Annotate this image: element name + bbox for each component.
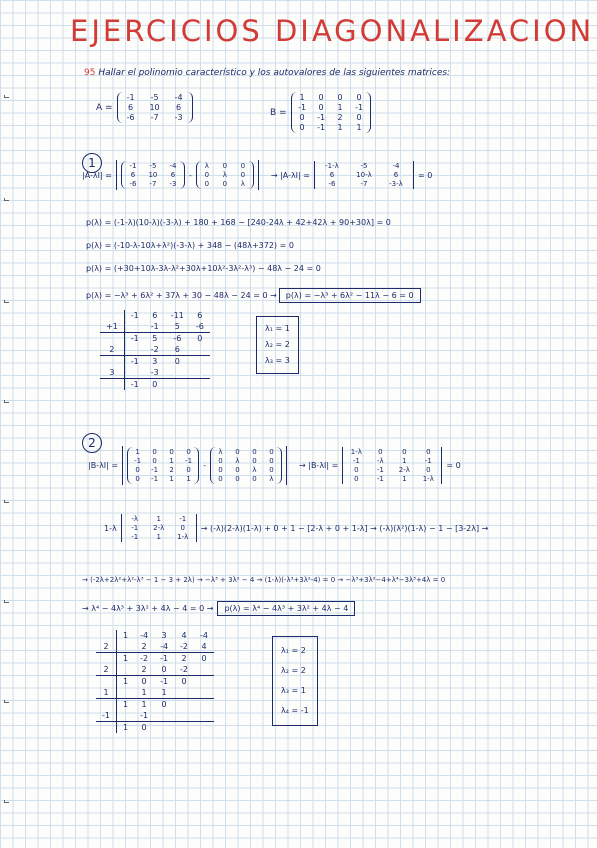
part2-ruffini-cell (154, 722, 174, 734)
part2-lambda-cell: 0 (235, 448, 240, 456)
part1-det-matrix (116, 160, 259, 190)
matrix-b-cell: -1 (355, 103, 364, 112)
part1-det-label: |A-λI| = (82, 170, 112, 180)
part2-ruffini-cell: -1 (96, 710, 116, 722)
part2-result-cell: 0 (378, 448, 383, 456)
part2-ruffini-cell (194, 722, 214, 734)
part2-lambda-cell: 0 (235, 475, 240, 483)
part2-ruffini-cell (96, 699, 116, 711)
part2-ruffini-cell: 1 (116, 653, 134, 665)
part2-ruffini-row (96, 710, 214, 722)
part2-result-cell: -1 (352, 457, 360, 465)
matrix-a (117, 92, 193, 123)
matrix-a-cell: -6 (126, 113, 135, 122)
part1-eigenvalue: λ₂ = 2 (265, 340, 290, 349)
part2-b-cell: 0 (152, 448, 157, 456)
part1-result-cell: -1-λ (325, 162, 339, 170)
matrix-a-cell: -4 (174, 93, 183, 102)
part2-ruffini-cell: 1 (141, 688, 147, 697)
part2-b-cell: -1 (134, 457, 142, 465)
matrix-b (291, 92, 371, 133)
part2-minor-cell: 1 (156, 515, 161, 523)
part1-ruffini-cell (100, 333, 124, 345)
part2-line2: → (-2λ+2λ²+λ²-λ³ − 1 − 3 + 2λ) → −λ³ + 3λ² − 4 → (1-λ)(-λ³+3λ²-4) = 0 → −λ³+3λ²−4+λ⁴−3λ³+4λ = 0 (82, 576, 446, 584)
part1-ruffini-cell: -1 (130, 311, 139, 320)
part1-lambda-cell: 0 (204, 171, 210, 179)
part2-minor-cell: -1 (131, 533, 139, 541)
matrix-b-cell: 0 (299, 123, 305, 132)
part2-minor-cell: 1 (156, 533, 161, 541)
part2-minor-cell: 1-λ (177, 533, 189, 541)
part2-ruffini-cell: 2 (141, 665, 147, 674)
page-title: EJERCICIOS DIAGONALIZACION (70, 14, 595, 48)
part2-lambda-cell: 0 (252, 475, 257, 483)
part1-ruffini-cell (100, 310, 124, 321)
part2-ruffini-cell (194, 687, 214, 699)
part2-arrow-label: → |B-λI| = (299, 461, 339, 470)
part2-ruffini-cell (194, 664, 214, 676)
matrix-a-cell: -7 (150, 113, 159, 122)
part2-line3-row (82, 601, 355, 616)
part2-ruffini-cell: 0 (194, 653, 214, 665)
part2-b-cell: 2 (169, 466, 174, 474)
matrix-b-cell: 0 (299, 113, 305, 122)
part1-a-cell: -6 (129, 180, 137, 188)
part1-lambda-cell: λ (204, 162, 209, 170)
part2-ruffini-cell (174, 710, 194, 722)
matrix-b-block (270, 92, 371, 133)
part2-b-cell: 1 (186, 475, 191, 483)
part2-ruffini-cell (116, 641, 134, 653)
part1-a-cell: -3 (169, 180, 177, 188)
matrix-a-label: A = (96, 102, 113, 113)
part2-ruffini-cell: 4 (181, 631, 187, 640)
part2-ruffini-row (96, 664, 214, 676)
part2-ruffini (96, 630, 214, 733)
part1-minus: - (188, 170, 192, 180)
part2-b-cell: 1 (135, 448, 140, 456)
part2-ruffini-cell (116, 710, 134, 722)
part2-ruffini-cell: 2 (96, 641, 116, 653)
part1-result-cell: -7 (360, 180, 368, 188)
part1-ruffini-cell (190, 379, 210, 391)
part2-ruffini-cell: 1 (116, 699, 134, 711)
matrix-b-cell: -1 (298, 103, 307, 112)
matrix-a-cell: 10 (149, 103, 160, 112)
part2-result-cell: 0 (354, 475, 359, 483)
part2-lambda-cell: λ (252, 466, 257, 474)
part1-ruffini (100, 310, 210, 390)
part1-ruffini-cell: 0 (145, 379, 165, 391)
part2-ruffini-cell: 0 (174, 676, 194, 688)
part1-ruffini-cell (100, 356, 124, 368)
part1-ruffini-row (100, 344, 210, 356)
part2-ruffini-cell (174, 699, 194, 711)
part1-a-cell: 10 (148, 171, 158, 179)
part2-ruffini-cell (96, 630, 116, 641)
part2-minor-cell: -λ (131, 515, 139, 523)
part2-lambda-cell: 0 (269, 448, 274, 456)
part2-result-matrix (342, 447, 442, 484)
part1-ruffini-cell: -1 (124, 356, 144, 368)
part2-result-cell: 1 (402, 475, 407, 483)
part1-ruffini-cell (124, 367, 144, 379)
part2-minor-cell: 2-λ (153, 524, 165, 532)
part2-b-cell: 1 (169, 457, 174, 465)
part2-ruffini-cell: 1 (116, 676, 134, 688)
matrix-b-label: B = (270, 107, 287, 118)
matrix-a-block (96, 92, 193, 123)
matrix-b-cell: 0 (356, 113, 362, 122)
part2-ruffini-row (96, 687, 214, 699)
part1-a-cell: 6 (170, 171, 176, 179)
part1-lambda-cell: 0 (222, 162, 228, 170)
part1-ruffini-cell (165, 379, 190, 391)
part1-ruffini-row (100, 310, 210, 321)
part1-ruffini-cell: 3 (100, 367, 124, 379)
part2-b-cell: 0 (169, 448, 174, 456)
part2-ruffini-cell: -1 (140, 711, 149, 720)
part2-ruffini-cell: 1 (134, 699, 154, 711)
part2-ruffini-cell: 2 (174, 653, 194, 665)
part1-line1: p(λ) = (-1-λ)(10-λ)(-3-λ) + 180 + 168 − [240-24λ + 42+42λ + 90+30λ] = 0 (86, 218, 391, 227)
part2-line1: → (-λ)(2-λ)(1-λ) + 0 + 1 − [2-λ + 0 + 1-λ] → (-λ)(λ²)(1-λ) − 1 − [3-2λ] → (200, 523, 489, 533)
part2-det-matrix (122, 446, 287, 485)
part2-ruffini-cell (194, 676, 214, 688)
part2-result-cell: 0 (426, 448, 431, 456)
part2-ruffini-cell: 3 (161, 631, 167, 640)
problem-text: Hallar el polinomio característico y los autovalores de las siguientes matrices: (98, 68, 451, 78)
part2-ruffini-cell (116, 664, 134, 676)
part1-marker: 1 (82, 152, 102, 173)
part2-eq-zero: = 0 (446, 461, 461, 470)
part2-result-cell: 0 (402, 448, 407, 456)
part1-ruffini-row (100, 356, 210, 368)
part1-char-poly-box: p(λ) = −λ³ + 6λ² − 11λ − 6 = 0 (279, 288, 421, 303)
part1-ruffini-row (100, 321, 210, 333)
matrix-a-cell: -5 (150, 93, 159, 102)
part2-ruffini-cell: 1 (116, 722, 134, 734)
part1-a-cell: 6 (130, 171, 136, 179)
part1-arrow-label: → |A-λI| = (270, 170, 310, 180)
part2-ruffini-cell: 1 (96, 687, 116, 699)
part1-determinant (82, 160, 432, 190)
part1-lambda-cell: λ (240, 180, 245, 188)
part2-line3: → λ⁴ − 4λ³ + 3λ² + 4λ − 4 = 0 → (82, 604, 214, 613)
part2-eigenvalue: λ₁ = 2 (281, 646, 306, 655)
part2-minor-cell: -1 (131, 524, 139, 532)
part1-a-cell: -1 (129, 162, 137, 170)
matrix-b-cell: 0 (356, 93, 362, 102)
part1-lambda-cell: 0 (222, 180, 228, 188)
part2-ruffini-cell: 0 (134, 676, 154, 688)
part2-ruffini-cell: 0 (134, 722, 154, 734)
part1-result-cell: 10-λ (356, 171, 372, 179)
part2-eigenvalue: λ₂ = 2 (281, 666, 306, 675)
part2-ruffini-row (96, 641, 214, 653)
part1-line2: p(λ) = (-10-λ-10λ+λ²)(-3-λ) + 348 − (48λ+372) = 0 (86, 241, 294, 250)
part2-result-cell: -1 (376, 466, 384, 474)
part2-ruffini-cell: 0 (161, 665, 167, 674)
part1-a-cell: -7 (149, 180, 157, 188)
part2-ruffini-cell (154, 710, 174, 722)
part2-lambda-cell: λ (218, 448, 223, 456)
matrix-b-cell: 1 (356, 123, 362, 132)
problem-statement (84, 68, 450, 78)
part2-result-cell: -λ (377, 457, 384, 465)
part2-ruffini-row (96, 699, 214, 711)
part2-ruffini-cell (174, 722, 194, 734)
part2-ruffini-cell: 1 (161, 688, 167, 697)
part2-eigenvalue: λ₄ = -1 (281, 706, 309, 715)
part2-ruffini-cell: 0 (154, 699, 174, 711)
part2-ruffini-cell (116, 687, 134, 699)
part1-lambda-cell: 0 (240, 171, 246, 179)
part1-eq-zero: = 0 (417, 170, 433, 180)
part2-b-cell: -1 (185, 457, 193, 465)
part2-ruffini-cell: 2 (96, 664, 116, 676)
part1-ruffini-cell (124, 321, 144, 333)
matrix-b-cell: -1 (317, 113, 326, 122)
part2-lambda-cell: λ (235, 457, 240, 465)
part2-lambda-cell: 0 (252, 457, 257, 465)
part2-result-cell: 1-λ (350, 448, 362, 456)
part2-minor-matrix (121, 514, 197, 542)
part2-ruffini-cell: -1 (154, 676, 174, 688)
part1-ruffini-cell: -6 (165, 333, 190, 345)
part2-eigenvalues-box (272, 636, 318, 726)
part1-eigenvalue: λ₁ = 1 (265, 324, 290, 333)
part2-lambda-cell: 0 (218, 475, 223, 483)
part2-minor-cell: 0 (180, 524, 185, 532)
part2-ruffini-cell: 1 (122, 631, 129, 640)
part2-lambda-cell: 0 (235, 466, 240, 474)
part1-result-matrix (314, 161, 414, 189)
part2-b-cell: 0 (186, 466, 191, 474)
part1-ruffini-cell: -11 (170, 311, 184, 320)
matrix-b-cell: 0 (318, 93, 324, 102)
part1-result-cell: 6 (329, 171, 335, 179)
part1-ruffini-row (100, 379, 210, 391)
part2-result-cell: 0 (426, 466, 431, 474)
part2-b-cell: 0 (135, 475, 140, 483)
part2-lambda-cell: 0 (269, 466, 274, 474)
part1-ruffini-cell: 5 (174, 322, 180, 331)
part1-lambda-cell: 0 (240, 162, 246, 170)
part2-result-cell: -1 (424, 457, 432, 465)
part1-ruffini-cell (100, 379, 124, 391)
part2-ruffini-row (96, 630, 214, 641)
part2-ruffini-cell: 2 (141, 642, 147, 651)
part2-b-cell: -1 (151, 466, 159, 474)
part2-lambda-cell: λ (269, 475, 274, 483)
part2-b-cell: 0 (135, 466, 140, 474)
part2-lambda-cell: 0 (218, 457, 223, 465)
part2-b-cell: 1 (169, 475, 174, 483)
part1-ruffini-cell: -3 (150, 368, 159, 377)
part1-line4-row (86, 288, 421, 303)
matrix-a-cell: 6 (176, 103, 182, 112)
part1-ruffini-cell: 3 (145, 356, 165, 368)
part1-result-cell: -6 (328, 180, 336, 188)
part2-lambda-cell: 0 (269, 457, 274, 465)
part2-ruffini-cell (174, 687, 194, 699)
part2-ruffini-cell (194, 699, 214, 711)
part1-ruffini-cell: 6 (152, 311, 158, 320)
part1-ruffini-cell: -1 (124, 379, 144, 391)
part1-ruffini-cell (124, 344, 144, 356)
part1-lambda-cell: λ (222, 171, 227, 179)
matrix-b-cell: 1 (337, 123, 343, 132)
matrix-a-cell: -3 (174, 113, 183, 122)
part2-ruffini-cell: -2 (180, 642, 189, 651)
matrix-b-cell: 0 (337, 93, 343, 102)
part1-ruffini-cell: 2 (100, 344, 124, 356)
part2-ruffini-cell: -4 (140, 631, 149, 640)
part2-ruffini-cell (194, 710, 214, 722)
part2-b-cell: -1 (151, 475, 159, 483)
problem-number: 95 (84, 68, 96, 78)
matrix-b-cell: -1 (317, 123, 326, 132)
part2-ruffini-cell: -1 (154, 653, 174, 665)
part2-result-cell: 1-λ (422, 475, 434, 483)
part2-det-label: |B-λI| = (88, 461, 119, 470)
part2-ruffini-cell: -4 (200, 631, 209, 640)
part1-ruffini-cell: 6 (197, 311, 203, 320)
part2-ruffini-cell: -2 (180, 665, 189, 674)
part2-ruffini-cell: 4 (201, 642, 207, 651)
matrix-b-cell: 2 (337, 113, 343, 122)
part2-ruffini-row (96, 676, 214, 688)
part1-ruffini-cell: -1 (124, 333, 144, 345)
part2-ruffini-cell (96, 722, 116, 734)
part1-eigenvalues-box (256, 316, 299, 374)
part1-line4: p(λ) = −λ³ + 6λ² + 37λ + 30 − 48λ − 24 = 0 → (86, 291, 277, 300)
matrix-b-cell: 0 (318, 103, 324, 112)
part1-ruffini-cell: +1 (100, 321, 124, 333)
part2-lambda-cell: 0 (218, 466, 223, 474)
part1-ruffini-row (100, 367, 210, 379)
part2-result-cell: -1 (376, 475, 384, 483)
matrix-a-cell: -1 (126, 93, 135, 102)
part2-ruffini-cell (96, 676, 116, 688)
part1-ruffini-cell (190, 367, 210, 379)
part2-minor-prefix: 1-λ (104, 523, 117, 533)
part2-ruffini-cell: -4 (160, 642, 169, 651)
part2-b-cell: 0 (186, 448, 191, 456)
part2-ruffini-row (96, 722, 214, 734)
part1-result-cell: 6 (393, 171, 399, 179)
part2-ruffini-cell (96, 653, 116, 665)
part2-eigenvalue: λ₃ = 1 (281, 686, 306, 695)
part1-ruffini-cell (190, 356, 210, 368)
part2-result-cell: 2-λ (398, 466, 410, 474)
part1-ruffini-cell: 0 (165, 356, 190, 368)
part2-result-cell: 1 (402, 457, 407, 465)
part1-ruffini-row (100, 333, 210, 345)
part1-result-cell: -4 (392, 162, 400, 170)
part1-ruffini-cell: -6 (195, 322, 204, 331)
part1-lambda-cell: 0 (204, 180, 210, 188)
matrix-b-cell: 1 (299, 93, 305, 102)
part1-a-cell: -5 (149, 162, 157, 170)
matrix-b-cell: 1 (337, 103, 343, 112)
part2-marker: 2 (82, 432, 102, 453)
part2-b-cell: 0 (152, 457, 157, 465)
part1-result-cell: -3-λ (389, 180, 403, 188)
part1-ruffini-cell: -1 (150, 322, 159, 331)
part1-ruffini-cell: -2 (150, 345, 159, 354)
part1-ruffini-cell (165, 367, 190, 379)
part1-ruffini-cell: 5 (145, 333, 165, 345)
part1-result-cell: -5 (360, 162, 368, 170)
part1-line3: p(λ) = (+30+10λ-3λ-λ²+30λ+10λ²-3λ²-λ³) − 48λ − 24 = 0 (86, 264, 321, 273)
part2-determinant (88, 446, 461, 485)
part2-minus: - (203, 461, 206, 470)
part2-minor-cell: -1 (179, 515, 187, 523)
part1-ruffini-cell: 0 (190, 333, 210, 345)
part1-a-cell: -4 (169, 162, 177, 170)
part1-ruffini-cell (190, 344, 210, 356)
part2-result-cell: 0 (354, 466, 359, 474)
part2-char-poly-box: p(λ) = λ⁴ − 4λ³ + 3λ² + 4λ − 4 (217, 601, 355, 616)
part1-eigenvalue: λ₃ = 3 (265, 356, 290, 365)
matrix-a-cell: 6 (128, 103, 134, 112)
part2-ruffini-cell: -2 (134, 653, 154, 665)
part2-minor-block (104, 514, 488, 542)
part2-ruffini-row (96, 653, 214, 665)
part1-ruffini-cell: 6 (174, 345, 180, 354)
part2-lambda-cell: 0 (252, 448, 257, 456)
